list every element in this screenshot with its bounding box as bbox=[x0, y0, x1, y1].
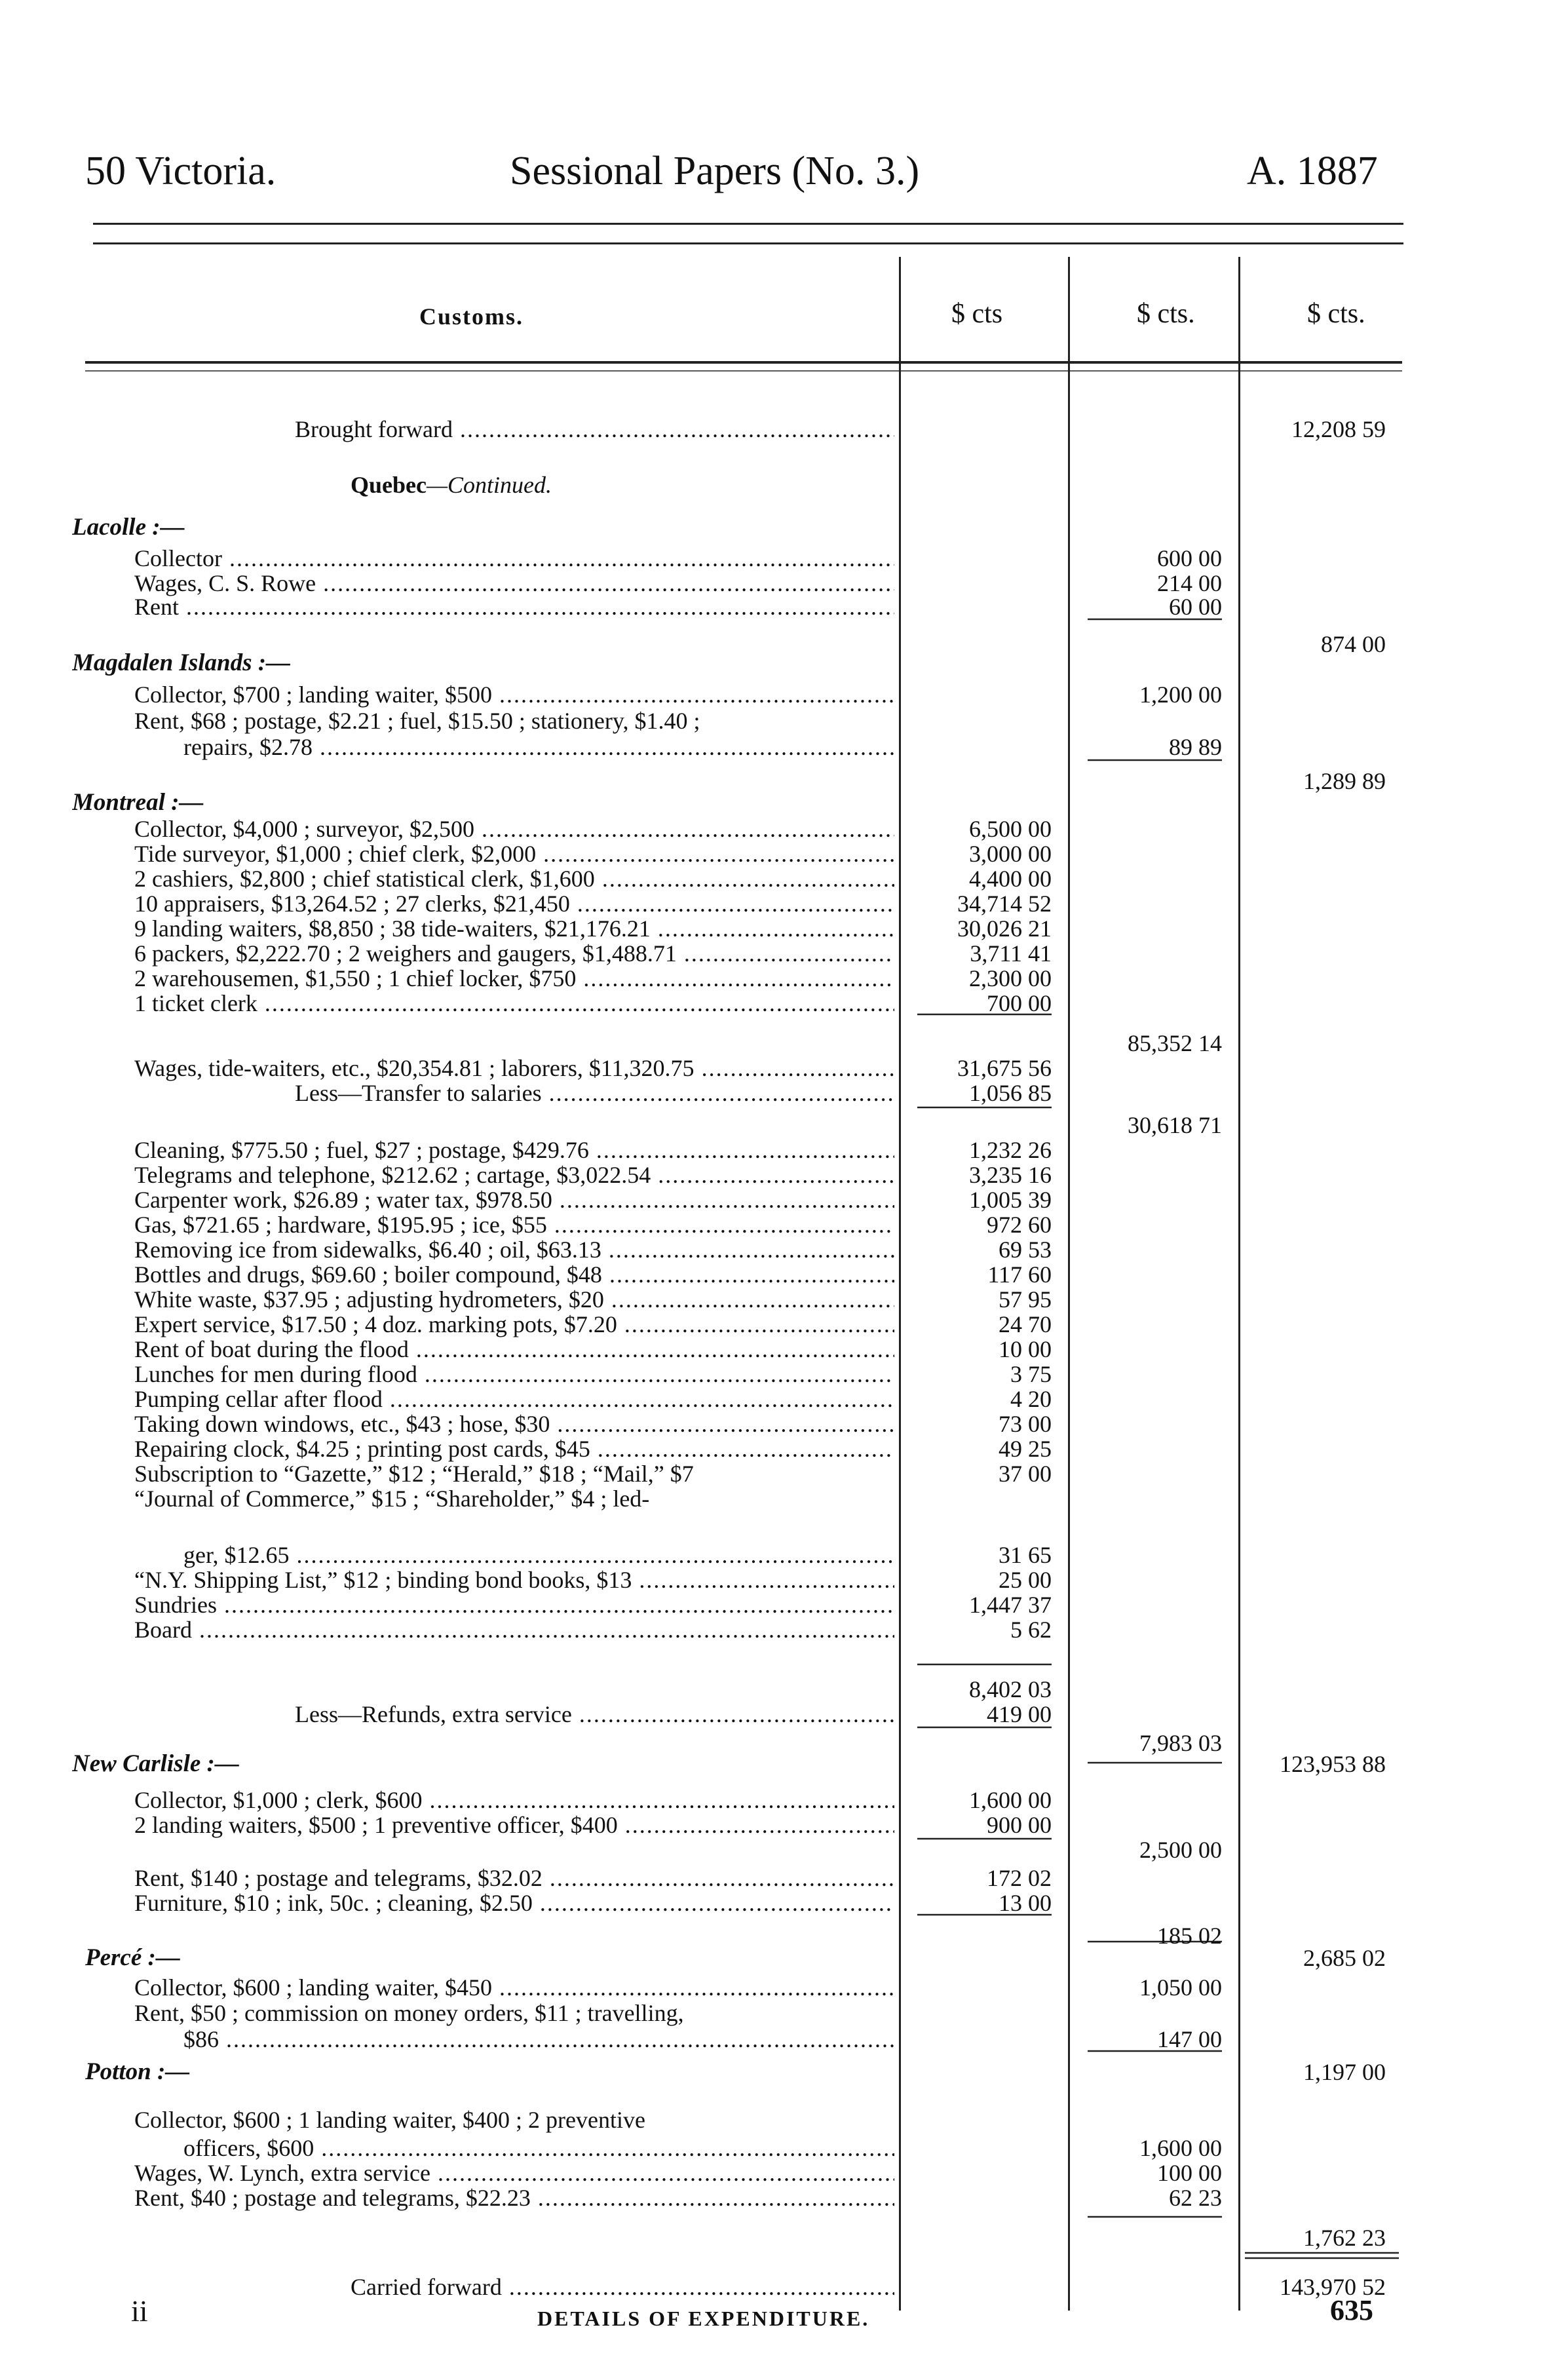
amount-c1: 4,400 00 bbox=[969, 866, 1052, 892]
table-row bbox=[0, 1030, 1562, 1056]
row-description: Less—Transfer to salaries ..... bbox=[295, 1080, 894, 1106]
table-row bbox=[0, 1361, 1562, 1387]
row-description: Collector, $4,000 ; surveyor, $2,500 ..... bbox=[134, 816, 894, 842]
table-row bbox=[0, 1890, 1562, 1916]
row-description: Repairing clock, $4.25 ; printing post cards, $45 ..... bbox=[134, 1436, 894, 1462]
table-row bbox=[0, 1055, 1562, 1081]
row-description: Collector ..... bbox=[134, 545, 894, 571]
amount-c2: 185 02 bbox=[1157, 1923, 1222, 1949]
table-row bbox=[0, 708, 1562, 734]
amount-c1: 34,714 52 bbox=[957, 891, 1052, 917]
row-description: Less—Refunds, extra service ..... bbox=[295, 1701, 894, 1727]
amount-c3: 1,762 23 bbox=[1303, 2225, 1386, 2251]
table-row bbox=[0, 1617, 1562, 1643]
row-description: repairs, $2.78 ..... bbox=[183, 734, 894, 760]
table-row bbox=[0, 1137, 1562, 1163]
table-row bbox=[0, 1865, 1562, 1891]
table-row bbox=[0, 866, 1562, 892]
row-description: Expert service, $17.50 ; 4 doz. marking pots, $7.20 ..... bbox=[134, 1311, 894, 1337]
header-rule-top bbox=[93, 223, 1403, 225]
table-row bbox=[0, 1386, 1562, 1412]
amount-c2: 2,500 00 bbox=[1139, 1837, 1222, 1863]
amount-c1: 31,675 56 bbox=[957, 1055, 1052, 1081]
amount-c1: 2,300 00 bbox=[969, 965, 1052, 991]
table-row bbox=[0, 2274, 1562, 2300]
amount-c2: 214 00 bbox=[1157, 570, 1222, 596]
row-description: Collector, $700 ; landing waiter, $500 ..... bbox=[134, 681, 894, 708]
row-description: Wages, W. Lynch, extra service ..... bbox=[134, 2160, 894, 2186]
row-description: Wages, C. S. Rowe ..... bbox=[134, 570, 894, 596]
table-row bbox=[0, 681, 1562, 708]
amount-c1: 5 62 bbox=[1010, 1617, 1052, 1643]
amount-c3: 2,685 02 bbox=[1303, 1945, 1386, 1971]
row-description: Magdalen Islands :— bbox=[72, 650, 291, 676]
row-description: Furniture, $10 ; ink, 50c. ; cleaning, $2.50 ..... bbox=[134, 1890, 894, 1916]
amount-c1: 3,000 00 bbox=[969, 841, 1052, 867]
row-description: $86 ..... bbox=[183, 2026, 894, 2052]
table-row bbox=[0, 915, 1562, 942]
table-row bbox=[0, 790, 1562, 816]
table-row bbox=[0, 816, 1562, 842]
row-description: 10 appraisers, $13,264.52 ; 27 clerks, $21,450 ..... bbox=[134, 891, 894, 917]
row-description: Montreal :— bbox=[72, 790, 204, 816]
amount-c1: 25 00 bbox=[999, 1567, 1052, 1593]
table-row bbox=[0, 1112, 1562, 1138]
row-description: Cleaning, $775.50 ; fuel, $27 ; postage, $429.76 ..... bbox=[134, 1137, 894, 1163]
table-row bbox=[0, 1751, 1562, 1777]
amount-c1: 700 00 bbox=[987, 990, 1052, 1016]
amount-c1: 1,056 85 bbox=[969, 1080, 1052, 1106]
row-description: Collector, $1,000 ; clerk, $600 ..... bbox=[134, 1787, 894, 1813]
amount-c1: 10 00 bbox=[999, 1336, 1052, 1362]
row-description: White waste, $37.95 ; adjusting hydrometers, $20 ..... bbox=[134, 1286, 894, 1313]
table-row bbox=[0, 1701, 1562, 1727]
table-row bbox=[0, 1286, 1562, 1313]
table-row bbox=[0, 1837, 1562, 1863]
row-description: “N.Y. Shipping List,” $12 ; binding bond books, $13 ..... bbox=[134, 1567, 894, 1593]
table-row bbox=[0, 990, 1562, 1016]
row-description: Rent, $140 ; postage and telegrams, $32.02 ..... bbox=[134, 1865, 894, 1891]
amount-c1: 57 95 bbox=[999, 1286, 1052, 1313]
amount-c2: 1,050 00 bbox=[1139, 1974, 1222, 2001]
footer-title: DETAILS OF EXPENDITURE. bbox=[537, 2307, 870, 2330]
col3-heading: $ cts. bbox=[1307, 299, 1365, 329]
table-row bbox=[0, 545, 1562, 571]
table-row bbox=[0, 1311, 1562, 1337]
row-description bbox=[351, 472, 894, 498]
row-description: Rent of boat during the flood ..... bbox=[134, 1336, 894, 1362]
row-description: Removing ice from sidewalks, $6.40 ; oil, $63.13 ..... bbox=[134, 1237, 894, 1263]
amount-c1: 6,500 00 bbox=[969, 816, 1052, 842]
table-row bbox=[0, 2225, 1562, 2251]
table-row bbox=[0, 2135, 1562, 2161]
row-description: Percé :— bbox=[85, 1945, 180, 1971]
row-description: Collector, $600 ; 1 landing waiter, $400 ; 2 preventive bbox=[134, 2107, 645, 2133]
amount-c1: 3,235 16 bbox=[969, 1162, 1052, 1188]
row-description: Sundries ..... bbox=[134, 1592, 894, 1618]
amount-c2: 1,600 00 bbox=[1139, 2135, 1222, 2161]
amount-c3: 1,289 89 bbox=[1303, 768, 1386, 794]
row-description: “Journal of Commerce,” $15 ; “Shareholder,” $4 ; led- bbox=[134, 1486, 650, 1512]
row-description: Lacolle :— bbox=[72, 514, 185, 541]
table-row bbox=[0, 1542, 1562, 1568]
amount-c3: 1,197 00 bbox=[1303, 2059, 1386, 2085]
table-row bbox=[0, 1787, 1562, 1813]
amount-c1: 24 70 bbox=[999, 1311, 1052, 1337]
table-row bbox=[0, 1411, 1562, 1437]
row-heading-italic: —Continued. bbox=[426, 472, 552, 498]
table-row bbox=[0, 965, 1562, 991]
amount-c3: 143,970 52 bbox=[1280, 2274, 1386, 2300]
amount-c2: 1,200 00 bbox=[1139, 681, 1222, 708]
table-row bbox=[0, 2107, 1562, 2133]
table-row bbox=[0, 2185, 1562, 2211]
table-row bbox=[0, 1261, 1562, 1288]
row-description: Bottles and drugs, $69.60 ; boiler compound, $48 ..... bbox=[134, 1261, 894, 1288]
table-row bbox=[0, 841, 1562, 867]
amount-c1: 8,402 03 bbox=[969, 1676, 1052, 1702]
amount-c1: 31 65 bbox=[999, 1542, 1052, 1568]
row-description: 2 warehousemen, $1,550 ; 1 chief locker, $750 ..... bbox=[134, 965, 894, 991]
table-row bbox=[0, 1237, 1562, 1263]
row-heading-word: Quebec bbox=[351, 472, 427, 498]
amount-c1: 69 53 bbox=[999, 1237, 1052, 1263]
table-row bbox=[0, 2000, 1562, 2026]
table-row bbox=[0, 891, 1562, 917]
amount-c1: 1,600 00 bbox=[969, 1787, 1052, 1813]
row-description: 6 packers, $2,222.70 ; 2 weighers and gaugers, $1,488.71 ..... bbox=[134, 940, 894, 967]
amount-c2: 62 23 bbox=[1169, 2185, 1222, 2211]
row-description: Rent, $40 ; postage and telegrams, $22.23 ..... bbox=[134, 2185, 894, 2211]
row-description: Rent ..... bbox=[134, 594, 894, 620]
table-row bbox=[0, 570, 1562, 596]
amount-c1: 13 00 bbox=[999, 1890, 1052, 1916]
row-description: New Carlisle :— bbox=[72, 1751, 239, 1777]
table-row bbox=[0, 1080, 1562, 1106]
amount-c1: 1,447 37 bbox=[969, 1592, 1052, 1618]
amount-c2: 7,983 03 bbox=[1139, 1730, 1222, 1756]
amount-c2: 600 00 bbox=[1157, 545, 1222, 571]
table-row bbox=[0, 2160, 1562, 2186]
table-row bbox=[0, 940, 1562, 967]
amount-c1: 30,026 21 bbox=[957, 915, 1052, 942]
table-row bbox=[0, 1945, 1562, 1971]
amount-c3: 874 00 bbox=[1321, 631, 1386, 657]
table-row bbox=[0, 1676, 1562, 1702]
row-description: Gas, $721.65 ; hardware, $195.95 ; ice, $55 ..... bbox=[134, 1212, 894, 1238]
table-row bbox=[0, 1187, 1562, 1213]
table-row bbox=[0, 734, 1562, 760]
row-description: 9 landing waiters, $8,850 ; 38 tide-waiters, $21,176.21 ..... bbox=[134, 915, 894, 942]
table-row bbox=[0, 1974, 1562, 2001]
table-row bbox=[0, 472, 1562, 498]
row-description: ger, $12.65 ..... bbox=[183, 1542, 894, 1568]
amount-c1: 4 20 bbox=[1010, 1386, 1052, 1412]
row-description: Pumping cellar after flood ..... bbox=[134, 1386, 894, 1412]
col1-heading: $ cts bbox=[951, 299, 1003, 329]
col2-heading: $ cts. bbox=[1137, 299, 1195, 329]
table-row bbox=[0, 1436, 1562, 1462]
table-row bbox=[0, 1567, 1562, 1593]
amount-c2: 89 89 bbox=[1169, 734, 1222, 760]
table-row bbox=[0, 1812, 1562, 1838]
row-description: Carpenter work, $26.89 ; water tax, $978.50 ..... bbox=[134, 1187, 894, 1213]
amount-c1: 73 00 bbox=[999, 1411, 1052, 1437]
amount-c1: 37 00 bbox=[999, 1461, 1052, 1487]
running-head-left: 50 Victoria. bbox=[85, 149, 276, 193]
table-row bbox=[0, 2059, 1562, 2085]
amount-c2: 60 00 bbox=[1169, 594, 1222, 620]
amount-c2: 30,618 71 bbox=[1128, 1112, 1222, 1138]
row-description: Board ..... bbox=[134, 1617, 894, 1643]
row-description: officers, $600 ..... bbox=[183, 2135, 894, 2161]
table-row bbox=[0, 594, 1562, 620]
amount-c3: 12,208 59 bbox=[1291, 416, 1386, 442]
page-signature: ii bbox=[131, 2294, 148, 2328]
row-description: Wages, tide-waiters, etc., $20,354.81 ; laborers, $11,320.75 ..... bbox=[134, 1055, 894, 1081]
row-description: Carried forward ..... bbox=[351, 2274, 894, 2300]
row-description: 1 ticket clerk ..... bbox=[134, 990, 894, 1016]
page-number: 635 bbox=[1330, 2294, 1373, 2326]
running-head-center: Sessional Papers (No. 3.) bbox=[510, 149, 920, 193]
amount-c1: 172 02 bbox=[987, 1865, 1052, 1891]
running-head-right: A. 1887 bbox=[1247, 149, 1378, 193]
row-description: Rent, $68 ; postage, $2.21 ; fuel, $15.50 ; stationery, $1.40 ; bbox=[134, 708, 700, 734]
row-description: Collector, $600 ; landing waiter, $450 ..... bbox=[134, 1974, 894, 2001]
row-description: Tide surveyor, $1,000 ; chief clerk, $2,000 ..... bbox=[134, 841, 894, 867]
row-description: Taking down windows, etc., $43 ; hose, $30 ..... bbox=[134, 1411, 894, 1437]
table-row bbox=[0, 1461, 1562, 1487]
row-description: Rent, $50 ; commission on money orders, $11 ; travelling, bbox=[134, 2000, 684, 2026]
amount-c1: 3 75 bbox=[1010, 1361, 1052, 1387]
table-row bbox=[0, 416, 1562, 442]
amount-c1: 3,711 41 bbox=[970, 940, 1052, 967]
amount-c1: 900 00 bbox=[987, 1812, 1052, 1838]
row-description: Lunches for men during flood ..... bbox=[134, 1361, 894, 1387]
row-description: Telegrams and telephone, $212.62 ; cartage, $3,022.54 ..... bbox=[134, 1162, 894, 1188]
row-description: 2 landing waiters, $500 ; 1 preventive officer, $400 ..... bbox=[134, 1812, 894, 1838]
amount-c1: 49 25 bbox=[999, 1436, 1052, 1462]
amount-c2: 147 00 bbox=[1157, 2026, 1222, 2052]
row-description: 2 cashiers, $2,800 ; chief statistical clerk, $1,600 ..... bbox=[134, 866, 894, 892]
table-row bbox=[0, 1336, 1562, 1362]
amount-c1: 1,232 26 bbox=[969, 1137, 1052, 1163]
amount-c1: 972 60 bbox=[987, 1212, 1052, 1238]
row-description: Subscription to “Gazette,” $12 ; “Herald,” $18 ; “Mail,” $7 bbox=[134, 1461, 694, 1487]
table-row bbox=[0, 2026, 1562, 2052]
table-row bbox=[0, 1592, 1562, 1618]
amount-c3: 123,953 88 bbox=[1280, 1751, 1386, 1777]
table-row bbox=[0, 1486, 1562, 1512]
table-row bbox=[0, 1162, 1562, 1188]
row-description: Potton :— bbox=[85, 2059, 190, 2085]
row-description: Brought forward ..... bbox=[295, 416, 894, 442]
table-row bbox=[0, 514, 1562, 541]
category-heading: Customs. bbox=[419, 303, 524, 330]
header-rule-bottom bbox=[93, 242, 1403, 244]
amount-c1: 117 60 bbox=[987, 1261, 1052, 1288]
amount-c2: 85,352 14 bbox=[1128, 1030, 1222, 1056]
table-row bbox=[0, 650, 1562, 676]
table-row bbox=[0, 1212, 1562, 1238]
amount-c2: 100 00 bbox=[1157, 2160, 1222, 2186]
amount-c1: 419 00 bbox=[987, 1701, 1052, 1727]
amount-c1: 1,005 39 bbox=[969, 1187, 1052, 1213]
